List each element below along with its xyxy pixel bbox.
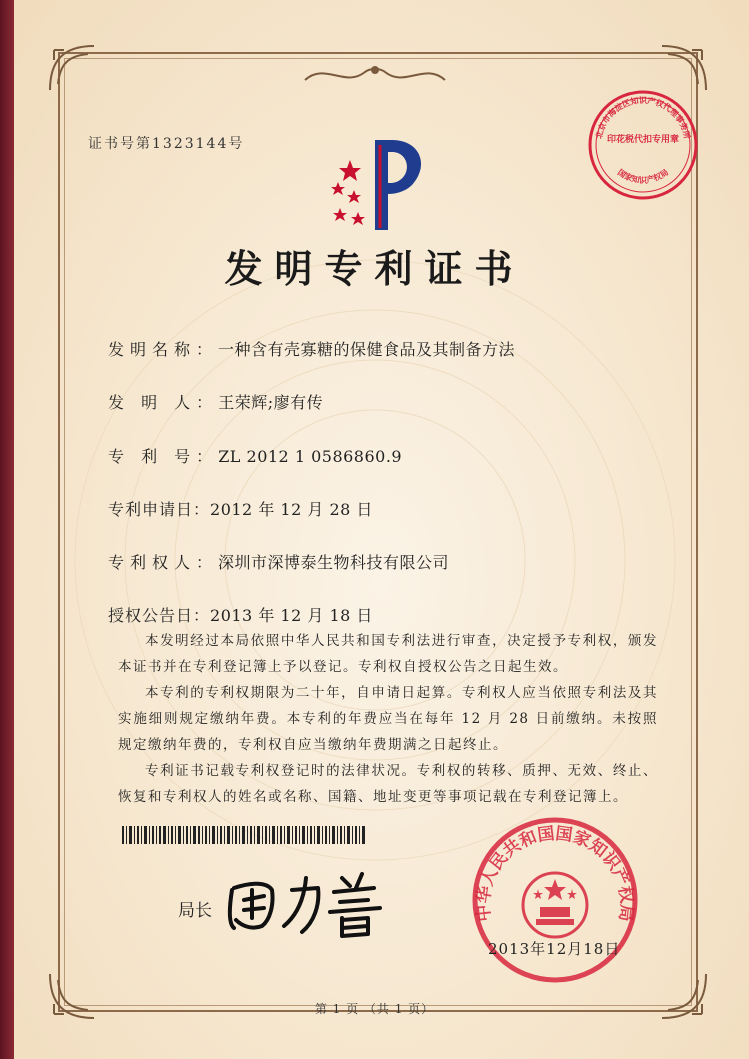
director-signature-icon [222, 860, 392, 940]
barcode-icon [122, 826, 366, 844]
inventor-field [108, 390, 323, 413]
field-label: 专 利 号： [108, 447, 219, 466]
field-label: 发 明 人： [108, 393, 219, 412]
tax-stamp-center-text: 印花税代扣专用章 [606, 135, 680, 145]
tax-stamp-ring-text: 北京市海淀区知识产权代理事务所 [593, 95, 693, 140]
field-value: ZL 2012 1 0586860.9 [218, 447, 403, 466]
certificate-body [118, 628, 658, 810]
field-label: 专利申请日： [108, 500, 211, 519]
patentee-field [108, 550, 449, 573]
field-value: 深圳市深博泰生物科技有限公司 [218, 553, 450, 572]
patent-office-logo-icon [320, 130, 440, 240]
page-number: 第 1 页 （共 1 页） [314, 1002, 435, 1016]
tax-stamp-icon [586, 88, 700, 202]
tax-stamp-bottom-text: 国家知识产权局 [615, 166, 671, 185]
official-seal-text: 中华人民共和国国家知识产权局 [473, 823, 637, 923]
official-seal-icon [470, 815, 640, 985]
field-value: 2013 年 12 月 18 日 [210, 606, 373, 625]
field-label: 专利权人： [108, 553, 219, 572]
field-value: 王荣辉;廖有传 [218, 393, 324, 412]
grant-date-field [108, 603, 373, 626]
certificate-title: 发明专利证书 [224, 246, 525, 291]
issue-date: 2013年12月18日 [488, 940, 621, 958]
field-label: 发明名称： [108, 340, 219, 359]
svg-text:北京市海淀区知识产权代理事务所 [593, 95, 692, 140]
director-label: 局长 [178, 901, 212, 921]
field-value: 一种含有壳寡糖的保健食品及其制备方法 [218, 340, 516, 359]
top-ornament-icon [300, 60, 450, 90]
invention-name-field [108, 337, 515, 360]
application-date-field [108, 497, 373, 520]
patent-number-field [108, 444, 402, 467]
corner-ornament-top-right-icon [658, 40, 712, 94]
svg-text:国家知识产权局 [616, 167, 670, 185]
body-paragraph: 本发明经过本局依照中华人民共和国专利法进行审查，决定授予专利权，颁发本证书并在专利登记簿上予以登记。专利权自授权公告之日起生效。 [118, 633, 658, 675]
field-value: 2012 年 12 月 28 日 [210, 500, 373, 519]
body-paragraph: 专利证书记载专利权登记时的法律状况。专利权的转移、质押、无效、终止、恢复和专利权人的姓名或名称、国籍、地址变更等事项记载在专利登记簿上。 [118, 763, 658, 805]
field-label: 授权公告日： [108, 606, 211, 625]
certificate-number: 证书号第1323144号 [88, 136, 245, 152]
body-paragraph: 本专利的专利权期限为二十年，自申请日起算。专利权人应当依照专利法及其实施细则规定缴纳年费。本专利的年费应当在每年 12 月 28 日前缴纳。未按照规定缴纳年费的，专利权自应当缴纳年费期满之日起终止。 [118, 685, 658, 753]
corner-ornament-top-left-icon [44, 40, 98, 94]
